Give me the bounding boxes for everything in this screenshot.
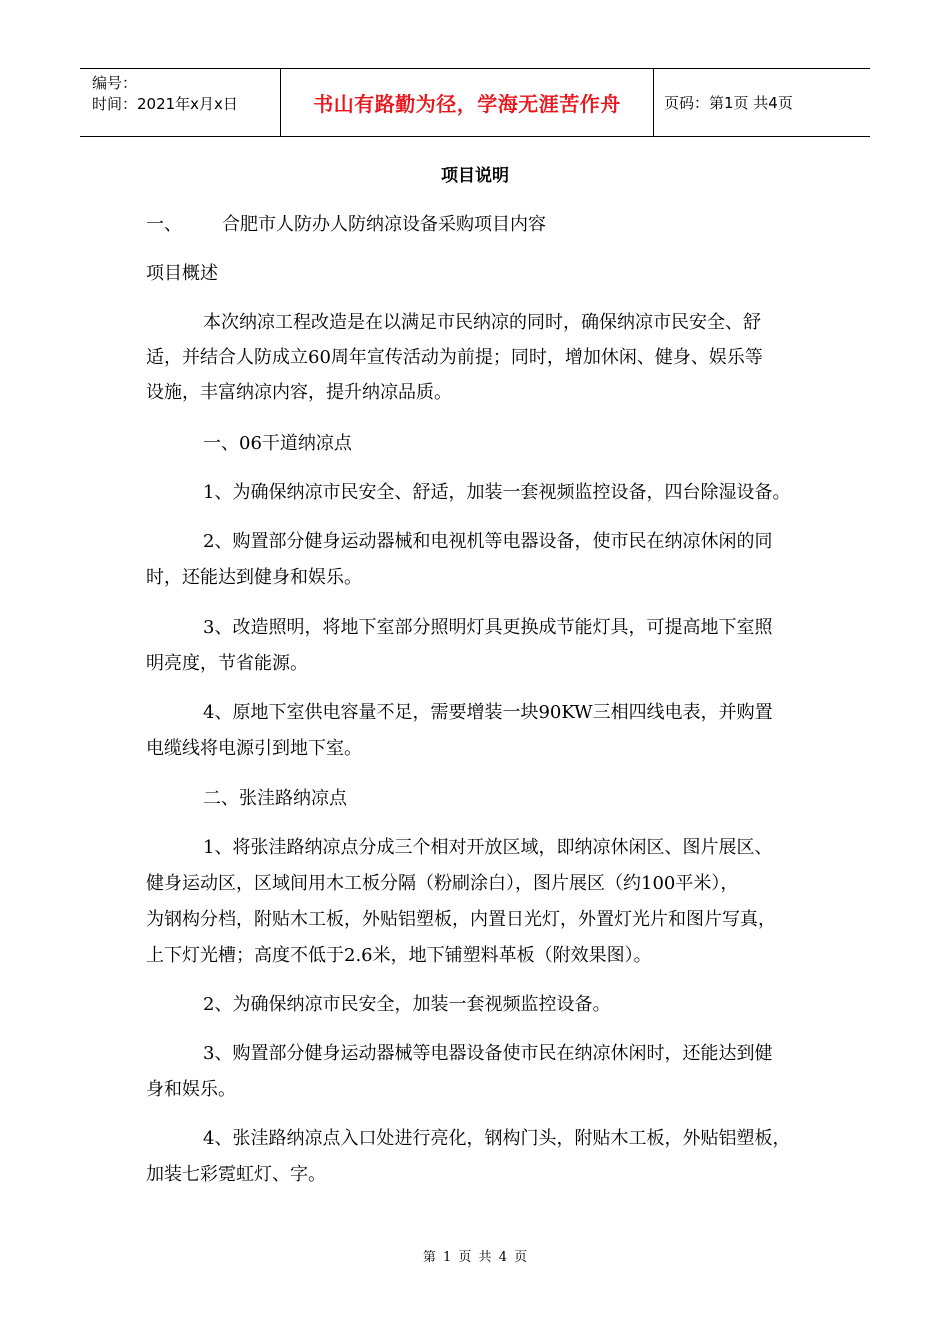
paragraph-line: 身和娱乐。: [146, 1079, 236, 1100]
paragraph-line: 2、购置部分健身运动器械和电视机等电器设备，使市民在纳凉休闲的同: [203, 531, 773, 552]
paragraph-line: 时，还能达到健身和娱乐。: [146, 567, 362, 588]
item-heading: 一、06干道纳凉点: [203, 433, 352, 454]
paragraph-line: 明亮度，节省能源。: [146, 653, 308, 674]
paragraph-line: 1、为确保纳凉市民安全、舒适，加装一套视频监控设备，四台除湿设备。: [203, 482, 791, 503]
paragraph-line: 设施，丰富纳凉内容，提升纳凉品质。: [146, 382, 452, 403]
document-header: [80, 68, 870, 137]
paragraph-line: 为钢构分档，附贴木工板，外贴铝塑板，内置日光灯，外置灯光片和图片写真，: [146, 909, 776, 930]
paragraph-line: 4、原地下室供电容量不足，需要增装一块90KW三相四线电表，并购置: [203, 702, 773, 723]
page-title: 项目说明: [441, 166, 509, 186]
paragraph-line: 2、为确保纳凉市民安全，加装一套视频监控设备。: [203, 994, 611, 1015]
paragraph-line: 健身运动区，区域间用木工板分隔（粉刷涂白），图片展区（约100平米），: [146, 873, 739, 894]
section-heading: 一、 合肥市人防办人防纳凉设备采购项目内容: [146, 214, 547, 235]
page-footer: 第 1 页 共 4 页: [422, 1250, 528, 1265]
date-line: 时间：2021年x月x日: [92, 95, 238, 113]
paragraph-line: 适，并结合人防成立60周年宣传活动为前提；同时，增加休闲、健身、娱乐等: [146, 347, 763, 368]
header-left-cell: [80, 69, 280, 136]
header-motto: 书山有路勤为径，学海无涯苦作舟: [280, 69, 654, 136]
paragraph-line: 3、购置部分健身运动器械等电器设备使市民在纳凉休闲时，还能达到健: [203, 1043, 773, 1064]
paragraph-line: 上下灯光槽；高度不低于2.6米，地下铺塑料革板（附效果图）。: [146, 945, 652, 966]
subsection-heading: 项目概述: [146, 263, 218, 284]
paragraph-line: 电缆线将电源引到地下室。: [146, 738, 362, 759]
paragraph-line: 加装七彩霓虹灯、字。: [146, 1164, 326, 1185]
paragraph-line: 1、将张洼路纳凉点分成三个相对开放区域，即纳凉休闲区、图片展区、: [203, 837, 773, 858]
header-page-info: 页码：第1页 共4页: [664, 94, 793, 112]
number-label: 编号：: [92, 74, 138, 92]
paragraph-line: 3、改造照明，将地下室部分照明灯具更换成节能灯具，可提高地下室照: [203, 617, 773, 638]
item-heading: 二、张洼路纳凉点: [203, 788, 347, 809]
paragraph-line: 本次纳凉工程改造是在以满足市民纳凉的同时，确保纳凉市民安全、舒: [203, 312, 761, 333]
paragraph-line: 4、张洼路纳凉点入口处进行亮化，钢构门头，附贴木工板，外贴铝塑板，: [203, 1128, 791, 1149]
